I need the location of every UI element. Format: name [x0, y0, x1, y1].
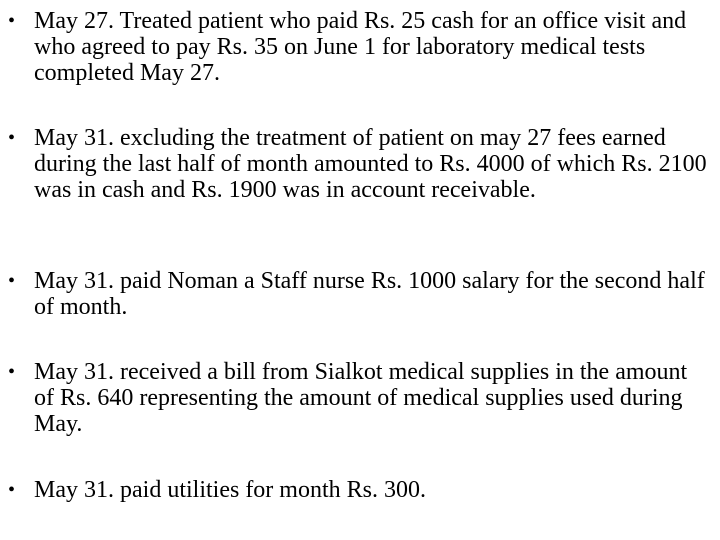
bullet-item-may-31-utilities: [8, 477, 708, 503]
bullet-item-may-31-fees: [8, 125, 708, 203]
bullet-text: May 31. paid Noman a Staff nurse Rs. 1000 salary for the second half of month.: [34, 268, 705, 320]
bullet-item-may-31-salary: [8, 268, 708, 320]
bullet-text: May 31. paid utilities for month Rs. 300.: [34, 477, 426, 503]
bullet-icon: •: [8, 10, 16, 32]
bullet-text: May 31. excluding the treatment of patient on may 27 fees earned during the last half of month amounted to Rs. 4000 of which Rs. 2100 was in cash and Rs. 1900 was in account receivable.: [34, 125, 707, 203]
bullet-item-may-27-treatment: [8, 8, 708, 86]
bullet-text: May 27. Treated patient who paid Rs. 25 cash for an office visit and who agreed to pay Rs. 35 on June 1 for laboratory medical tests completed May 27.: [34, 8, 687, 86]
bullet-icon: •: [8, 127, 16, 149]
bullet-icon: •: [8, 270, 16, 292]
bullet-text: May 31. received a bill from Sialkot medical supplies in the amount of Rs. 640 representing the amount of medical supplies used during May.: [34, 359, 688, 437]
bullet-icon: •: [8, 479, 16, 501]
bullet-item-may-31-supplies-bill: [8, 359, 708, 437]
bullet-icon: •: [8, 361, 16, 383]
